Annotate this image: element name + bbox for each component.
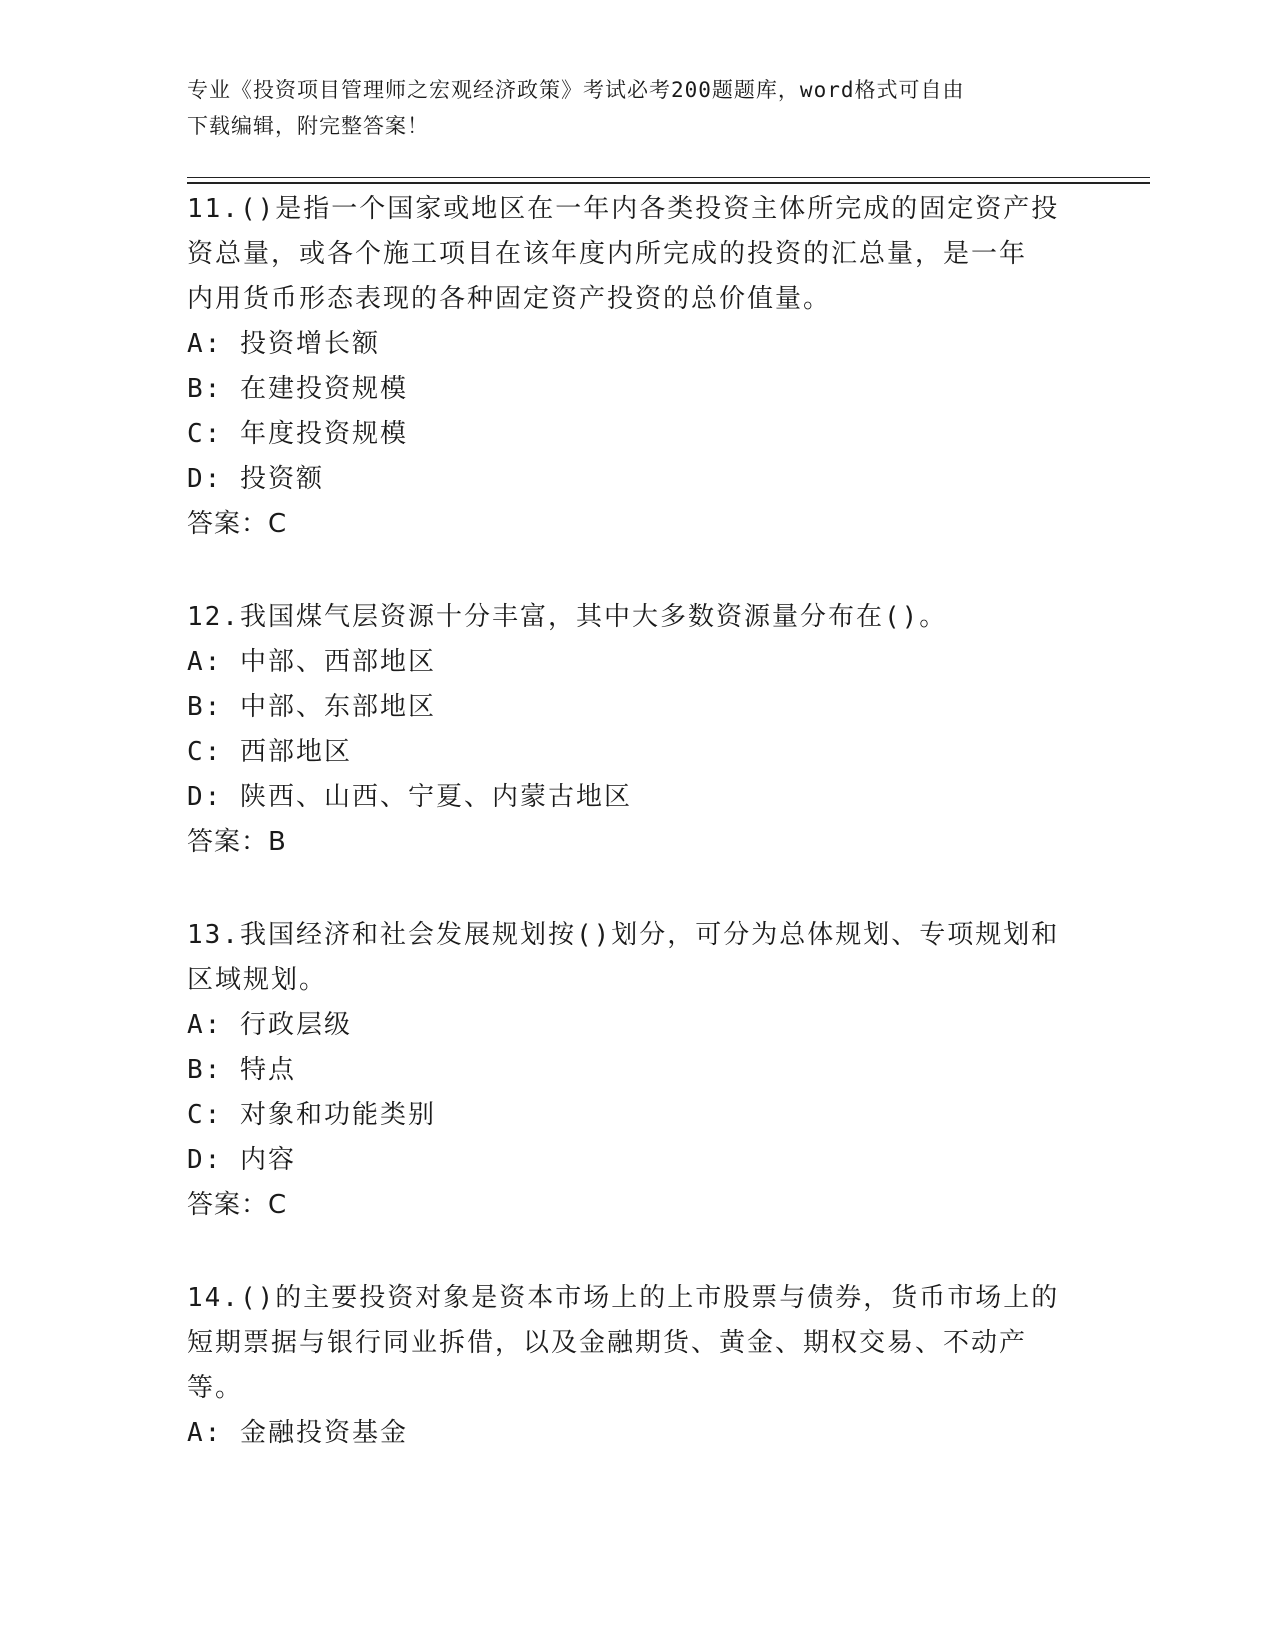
header-divider-thin bbox=[187, 177, 1150, 178]
option-a: A: 中部、西部地区 bbox=[187, 647, 436, 677]
option-a: A: 金融投资基金 bbox=[187, 1418, 408, 1448]
question-stem-line: 11.()是指一个国家或地区在一年内各类投资主体所完成的固定资产投 bbox=[187, 194, 1060, 224]
option-c: C: 对象和功能类别 bbox=[187, 1100, 436, 1130]
question-stem-line: 内用货币形态表现的各种固定资产投资的总价值量。 bbox=[187, 284, 832, 314]
option-c: C: 西部地区 bbox=[187, 737, 352, 767]
document-header bbox=[187, 72, 1067, 144]
question-11 bbox=[187, 187, 1087, 547]
option-b: B: 在建投资规模 bbox=[187, 374, 408, 404]
option-d: D: 陕西、山西、宁夏、内蒙古地区 bbox=[187, 782, 632, 812]
question-list bbox=[187, 187, 1087, 1456]
question-stem-line: 资总量，或各个施工项目在该年度内所完成的投资的汇总量，是一年 bbox=[187, 239, 1028, 269]
option-c: C: 年度投资规模 bbox=[187, 419, 408, 449]
question-13 bbox=[187, 913, 1087, 1228]
option-d: D: 内容 bbox=[187, 1145, 296, 1175]
header-divider-thick bbox=[187, 182, 1150, 184]
header-line-2: 下载编辑，附完整答案！ bbox=[187, 114, 429, 138]
question-14 bbox=[187, 1276, 1087, 1456]
option-b: B: 中部、东部地区 bbox=[187, 692, 436, 722]
question-stem-line: 12.我国煤气层资源十分丰富，其中大多数资源量分布在()。 bbox=[187, 602, 948, 632]
question-stem-line: 区域规划。 bbox=[187, 965, 328, 995]
question-stem-line: 等。 bbox=[187, 1373, 244, 1403]
question-stem-line: 14.()的主要投资对象是资本市场上的上市股票与债券，货币市场上的 bbox=[187, 1283, 1060, 1313]
option-b: B: 特点 bbox=[187, 1055, 296, 1085]
answer: 答案：C bbox=[187, 509, 288, 539]
option-a: A: 行政层级 bbox=[187, 1010, 352, 1040]
question-stem-line: 13.我国经济和社会发展规划按()划分，可分为总体规划、专项规划和 bbox=[187, 920, 1060, 950]
header-line-1: 专业《投资项目管理师之宏观经济政策》考试必考200题题库，word格式可自由 bbox=[187, 78, 965, 102]
answer: 答案：C bbox=[187, 1190, 288, 1220]
question-12 bbox=[187, 595, 1087, 865]
option-a: A: 投资增长额 bbox=[187, 329, 380, 359]
option-d: D: 投资额 bbox=[187, 464, 324, 494]
answer: 答案：B bbox=[187, 827, 287, 857]
question-stem-line: 短期票据与银行同业拆借，以及金融期货、黄金、期权交易、不动产 bbox=[187, 1328, 1028, 1358]
